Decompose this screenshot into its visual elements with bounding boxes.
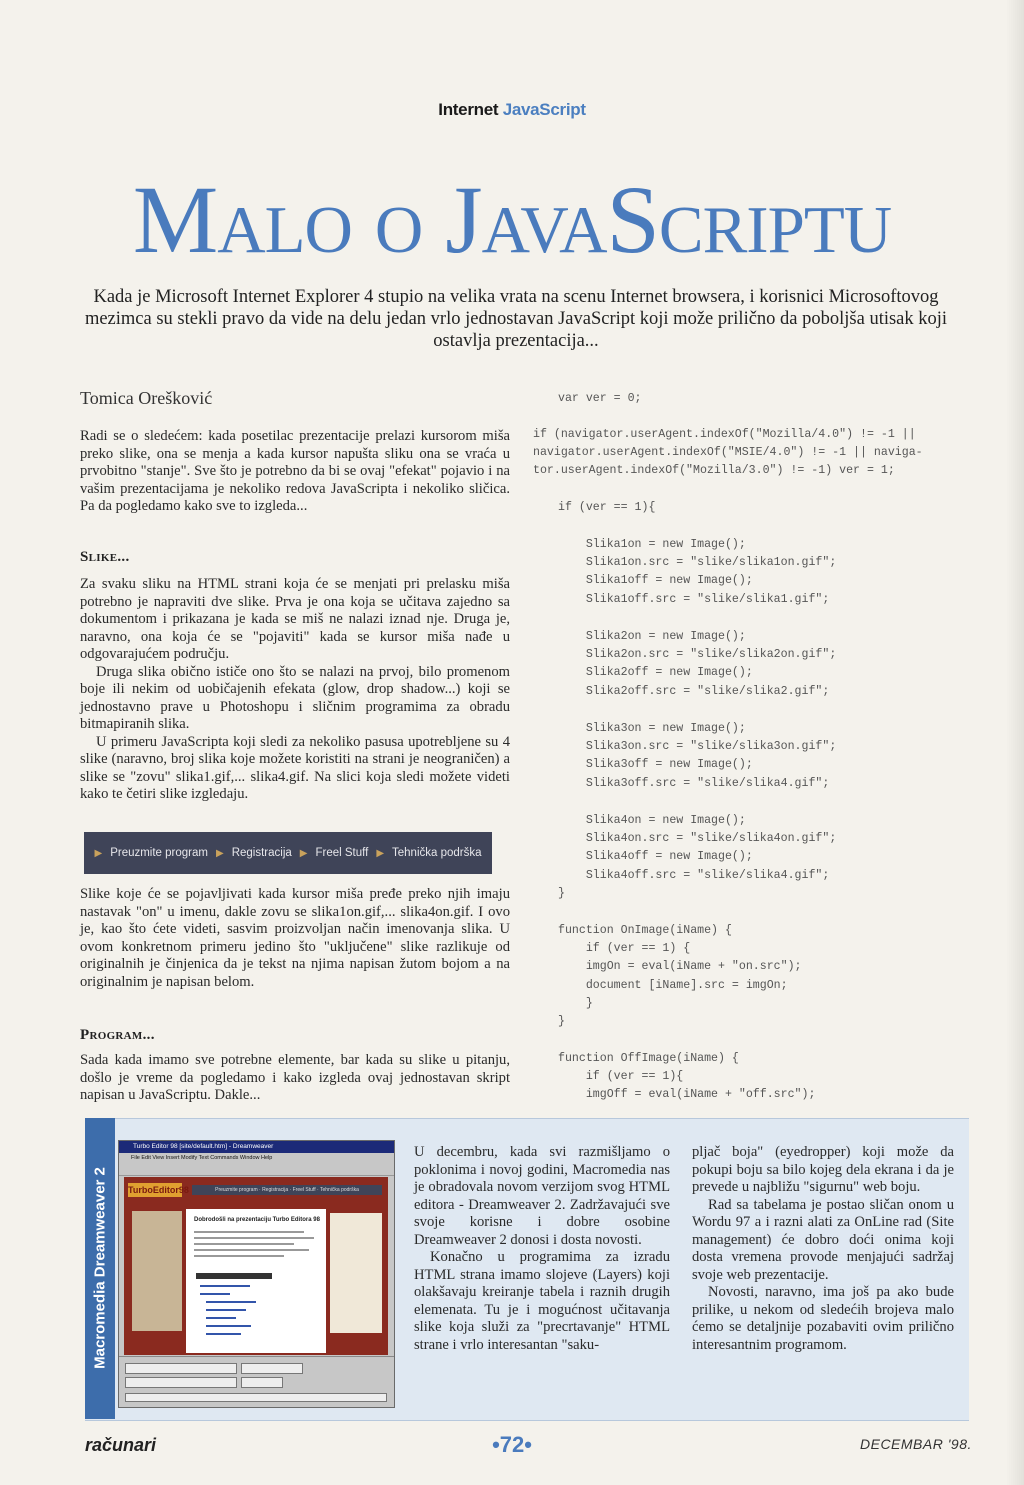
- link-line: [200, 1293, 230, 1295]
- text-line: [194, 1237, 314, 1239]
- arrow-icon: ▶: [299, 847, 308, 859]
- link-line: [206, 1325, 251, 1327]
- section-tag: [0, 100, 1024, 120]
- property-field: [125, 1363, 237, 1374]
- screenshot-page-heading: Dobrodošli na prezentaciju Turbo Editora 98: [194, 1217, 320, 1223]
- article-title: Malo o JavaScriptu: [132, 166, 892, 273]
- page-number: •72•: [492, 1432, 532, 1457]
- link-line: [206, 1333, 241, 1335]
- heading-slike: Slike...: [80, 549, 130, 565]
- text-line: [194, 1255, 284, 1257]
- issue-date: DECEMBAR '98.: [860, 1436, 972, 1452]
- screenshot-logo: TurboEditor98: [128, 1185, 189, 1195]
- property-field: [241, 1377, 283, 1388]
- arrow-icon: ▶: [215, 847, 224, 859]
- sidebar-column-2: [692, 1144, 954, 1354]
- screenshot-nav: Preuzmite program · Registracija · Freel Stuff · Tehnička podrška: [192, 1185, 382, 1195]
- screenshot-titlebar: Turbo Editor 98 [site/default.htm] - Dreamweaver: [119, 1141, 394, 1153]
- program-paragraph: Sada kada imamo sve potrebne elemente, bar kada su slike u pitanju, došlo je vreme da pogledamo i kako izgleda ovaj jednostavan skript napisan u JavaScriptu. Dakle...: [80, 1052, 510, 1103]
- menu-item-download[interactable]: Preuzmite program: [110, 847, 208, 859]
- text-line: [194, 1249, 309, 1251]
- link-line: [200, 1285, 250, 1287]
- program-section: [80, 1052, 510, 1105]
- property-field: [241, 1363, 303, 1374]
- status-bar: [125, 1393, 387, 1402]
- section-main: Internet: [438, 100, 499, 119]
- text-line: [194, 1243, 294, 1245]
- selected-link: [196, 1273, 272, 1279]
- intro-paragraph: [80, 428, 510, 516]
- arrow-icon: ▶: [94, 847, 103, 859]
- text-line: [194, 1231, 304, 1233]
- property-field: [125, 1377, 237, 1388]
- menu-item-support[interactable]: Tehnička podrška: [392, 847, 482, 859]
- code-slika1: Slika1on = new Image(); Slika1on.src = "slike/slika1on.gif"; Slika1off = new Image(); Slika1off.src = "slike/slika1.gif";: [585, 538, 837, 606]
- screenshot-properties: [119, 1356, 394, 1407]
- sidebar-col2-paragraph-2: Rad sa tabelama je postao sličan onom u Wordu 97 a i razni alati za OnLine rad (Site management) će dobro doći onima koji dosta vremena provode menjajući sadržaj svoje web prezentacije.: [692, 1196, 954, 1283]
- slike-paragraph-2: Druga slika obično ističe ono što se nalazi na prvoj, bilo promenom boje ili nekim od uobičajenih efekata (glow, drop shadow...) koji se jednostavno prave u Photoshopu i sličnim programima za obradu bitmapiranih slika.: [80, 663, 510, 732]
- example-menu-bar: [84, 832, 492, 874]
- after-menu-section: [80, 886, 510, 991]
- screenshot-artwork: [132, 1211, 182, 1331]
- menu-item-registration[interactable]: Registracija: [231, 847, 292, 859]
- code-offimage: function OffImage(iName) { if (ver == 1){ imgOff = eval(iName + "off.src");: [558, 1052, 816, 1102]
- dreamweaver-screenshot: [118, 1140, 395, 1408]
- author: Tomica Orešković: [80, 388, 213, 408]
- sidebar-label: [85, 1118, 115, 1419]
- code-slika4: Slika4on = new Image(); Slika4on.src = "slike/slika4on.gif"; Slika4off = new Image(); Slika4off.src = "slike/slika4.gif"; }: [558, 814, 837, 900]
- code-if: if (ver == 1){: [558, 501, 656, 514]
- screenshot-document: [124, 1177, 388, 1355]
- link-line: [206, 1317, 236, 1319]
- code-detect: if (navigator.userAgent.indexOf("Mozilla/4.0") != -1 || navigator.userAgent.indexOf("MSIE/4.0") != -1 || naviga- tor.userAgent.indexOf("Mozilla/3.0") != -1) ver = 1;: [533, 428, 923, 478]
- screenshot-menubar: File Edit View Insert Modify Text Commands Window Help: [131, 1155, 273, 1161]
- slike-paragraph-3: U primeru JavaScripta koji sledi za nekoliko pasusa upotrebljene su 4 slike (naravno, broj slika koje možete koristiti na strani je neograničen) a slike se "zovu" slika1.gif,... slika4.gif. Na slici koja sledi možete videti kako te četiri slike izgledaju.: [80, 733, 510, 802]
- screenshot-page: [186, 1209, 326, 1353]
- menu-item-free-stuff[interactable]: Freel Stuff: [315, 847, 369, 859]
- after-menu-paragraph: Slike koje će se pojavljivati kada kursor miša pređe preko njih imaju nastavak "on" u imenu, dakle zovu se slika1on.gif,... slika4on.gif. I ovo je, kao što ćete videti, sasvim proizvoljan način imenovanja slika. U ovom konkretnom primeru jedino što "uključene" slike razlikuje od originalnih je činjenica da je tekst na njima napisan žutom bojom a na originalnim je napisan belom.: [80, 886, 510, 990]
- arrow-icon: ▶: [376, 847, 385, 859]
- heading-program: Program...: [80, 1027, 155, 1043]
- intro-text: Radi se o sledećem: kada posetilac prezentacije prelazi kursorom miša preko slike, ona se menja a kada kursor napušta sliku ona se vraća u prvobitno "stanje". Sve što je potrebno da bi se ovaj "efekat" pojavio i na vašim prezentacijama je nekoliko redova JavaScripta i nekoliko sličica. Pa da pogledamo kako sve to izgleda...: [80, 428, 510, 514]
- magazine-name: računari: [85, 1435, 157, 1455]
- screenshot-flags: [330, 1213, 382, 1333]
- code-slika3: Slika3on = new Image(); Slika3on.src = "slike/slika3on.gif"; Slika3off = new Image(); Slika3off.src = "slike/slika4.gif";: [585, 722, 837, 790]
- code-var: var ver = 0;: [558, 392, 642, 405]
- sidebar-col2-paragraph-3: Novosti, naravno, ima još pa ako bude prilike, u nekom od sledećih brojeva malo ćemo se detaljnije pozabaviti ovim prilično interesantnim programom.: [692, 1284, 954, 1353]
- article-lead: Kada je Microsoft Internet Explorer 4 stupio na velika vrata na scenu Internet browsera, i korisnici Microsoftovog mezimca su stekli pravo da vide na delu jedan vrlo jednostavan JavaScript koji može prilično da poboljša utisak koji ostavlja prezentacija...: [84, 287, 948, 351]
- sidebar-label-text: Macromedia Dreamweaver 2: [91, 1167, 109, 1369]
- sidebar-column-1: [414, 1144, 670, 1354]
- slike-section: [80, 576, 510, 804]
- slike-paragraph-1: Za svaku sliku na HTML strani koja će se menjati pri prelasku miša potrebno je napraviti dve slike. Prva je ona koja se učitava zajedno sa dokumentom i prikazana je kada se miš ne nalazi iznad nje. Druga je, naravno, ona koja će se "pojaviti" kada se kursor miša nađe u odgovarajućem području.: [80, 576, 510, 662]
- link-line: [206, 1309, 246, 1311]
- link-line: [206, 1301, 256, 1303]
- sidebar-col1-paragraph-1: U decembru, kada svi razmišljamo o poklonima i novoj godini, Macromedia nas je obradovala novom verzijom svog HTML editora - Dreamweaver 2. Zadržavajući sve svoje korisne i dobre osobine Dreamweaver 2 donosi i dosta novosti.: [414, 1144, 670, 1248]
- code-slika2: Slika2on = new Image(); Slika2on.src = "slike/slika2on.gif"; Slika2off = new Image(); Slika2off.src = "slike/slika2.gif";: [585, 630, 837, 698]
- sidebar-col2-paragraph-1: pljač boja" (eyedropper) koji može da pokupi boju sa bilo kojeg dela ekrana i da je prevede u najbližu "sigurnu" web boju.: [692, 1144, 954, 1195]
- screenshot-toolbar: [119, 1163, 394, 1176]
- sidebar-col1-paragraph-2: Konačno u programima za izradu HTML strana imamo slojeve (Layers) koji olakšavaju kreiranje tabela i raznih drugih elemenata. Tu je i mogućnost učitavanja slike koja služi za "precrtavanje" HTML strane i vrlo interesantan "saku-: [414, 1249, 670, 1353]
- code-onimage: function OnImage(iName) { if (ver == 1) { imgOn = eval(iName + "on.src"); document [iName].src = imgOn; } }: [558, 924, 802, 1029]
- section-sub: JavaScript: [502, 100, 586, 119]
